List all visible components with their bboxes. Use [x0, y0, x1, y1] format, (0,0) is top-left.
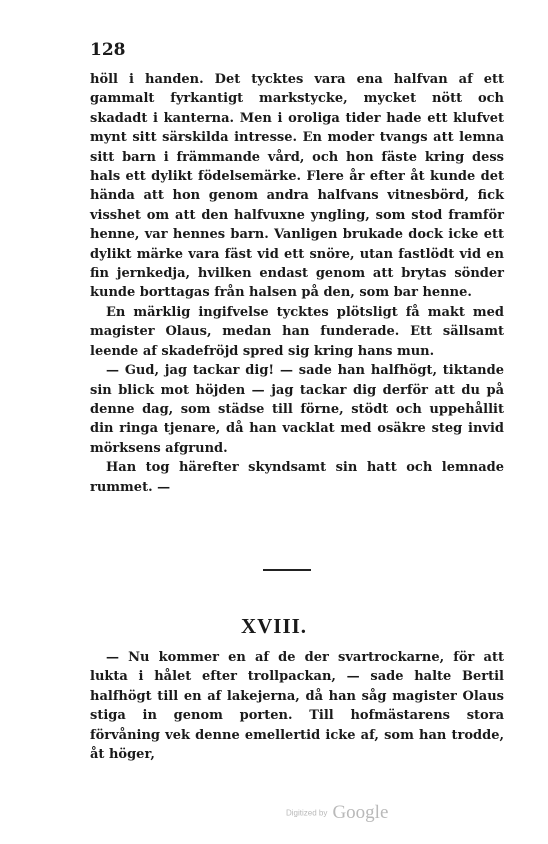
- page-number: 128: [90, 40, 126, 60]
- paragraph: — Gud, jag tackar dig! — sade han halfhögt, tiktande sin blick mot höjden — jag tackar dig derför att du på denne dag, som städse till förne, stödt och uppehållit din ringa tjenare, då han vacklat med osäkre steg invid mörksens afgrund.: [90, 363, 504, 456]
- paragraph: Han tog härefter skyndsamt sin hatt och lemnade rummet. —: [90, 460, 504, 495]
- google-logo: Google: [332, 802, 389, 823]
- digitized-watermark: [286, 802, 388, 824]
- paragraph: höll i handen. Det tycktes vara ena halfvan af ett gammalt fyrkantigt markstycke, mycket nött och skadadt i kanterna. Men i oroliga tider hade ett klufvet mynt sitt särskilda intresse. En moder tvangs att lemna sitt barn i främmande vård, och hon fäste kring dess hals ett dylikt födelsemärke. Flere år efter åt kunde det hända att hon genom andra halfvans vitnesbörd, fick visshet om att den halfvuxne yngling, som stod framför henne, var hennes barn. Vanligen brukade dock icke ett dylikt märke vara fäst vid ett snöre, utan fastlödt vid en fin jernkedja, hvilken endast genom att brytas sönder kunde borttagas från halsen på den, som bar henne.: [90, 72, 504, 301]
- body-text-top: [90, 70, 504, 497]
- paragraph: En märklig ingifvelse tycktes plötsligt få makt med magister Olaus, medan han funderade. Ett sällsamt leende af skadefröjd spred sig kring hans mun.: [90, 304, 504, 359]
- paragraph: — Nu kommer en af de der svartrockarne, för att lukta i hålet efter trollpackan, — sade halte Bertil halfhögt till en af lakejerna, då han såg magister Olaus stiga in genom porten. Till hofmästarens stora förvåning vek denne emellertid icke af, som han trodde, åt höger,: [90, 650, 504, 763]
- digitized-label: Digitized by: [286, 808, 328, 818]
- section-divider: [263, 569, 311, 571]
- body-text-bottom: [90, 648, 504, 764]
- chapter-heading: XVIII.: [240, 614, 308, 638]
